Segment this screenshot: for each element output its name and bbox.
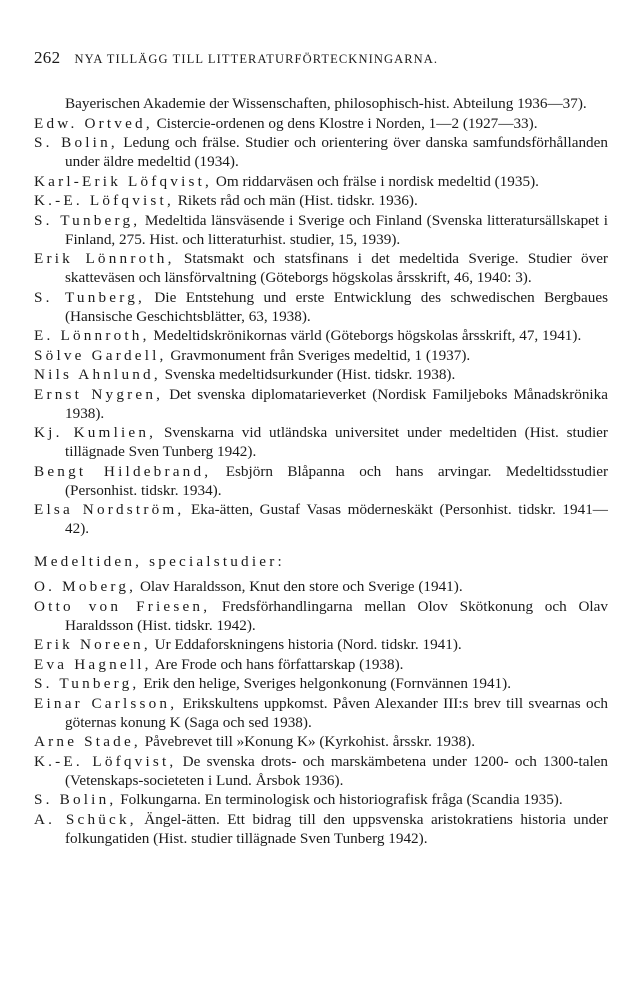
entry-text: Medeltida länsväsende i Sverige och Finland (Svenska litteratursällskapet i Finland, 275. Hist. och litteraturhist. studier, 15, 1939). [65, 211, 608, 248]
bibliography-entry [34, 211, 608, 249]
bibliography-entry [34, 385, 608, 423]
entry-text: Die Entstehung und erste Entwicklung des schwedischen Bergbaues (Hansische Geschichtsblätter, 63, 1938). [65, 288, 608, 325]
page-header [34, 48, 604, 68]
entry-author: Erik Noreen, [34, 636, 151, 653]
entry-text: Ur Eddaforskningens historia (Nord. tidskr. 1941). [150, 636, 462, 653]
bibliography-entry [34, 694, 608, 732]
entry-text: Folkungarna. En terminologisk och historiografisk fråga (Scandia 1935). [116, 791, 563, 808]
entry-author: E. Lönnroth, [34, 327, 150, 344]
entry-author: Arne Stade, [34, 733, 141, 750]
bibliography-entry [34, 288, 608, 326]
entry-author: Karl-Erik Löfqvist, [34, 172, 213, 190]
entry-text: Are Frode och hans författarskap (1938). [151, 655, 404, 673]
entry-text: Gravmonument från Sveriges medeltid, 1 (1937). [166, 346, 471, 364]
entry-author: Einar Carlsson, [34, 694, 178, 712]
bibliography-entry [34, 577, 608, 596]
bibliography-entry [34, 732, 608, 751]
entry-text: De svenska drots- och marskämbetena under 1200- och 1300-talen (Vetenskaps-societeten i Lund. Årsbok 1936). [65, 752, 608, 789]
entry-text: Rikets råd och män (Hist. tidskr. 1936). [173, 192, 418, 209]
entry-text: Erik den helige, Sveriges helgonkonung (Fornvännen 1941). [139, 675, 512, 692]
bibliography-entry [34, 365, 608, 384]
entry-text: Svenska medeltidsurkunder (Hist. tidskr. 1938). [160, 366, 456, 383]
bibliography-entry [34, 94, 608, 113]
entry-author: Eva Hagnell, [34, 655, 152, 673]
entry-author: Sölve Gardell, [34, 346, 167, 364]
entry-author: Otto von Friesen, [34, 597, 211, 615]
bibliography-entry [34, 635, 608, 654]
page-number: 262 [34, 48, 61, 67]
entry-author: Elsa Nordström, [34, 501, 185, 518]
bibliography [34, 94, 608, 848]
entry-text: Svenskarna vid utländska universitet under medeltiden (Hist. studier tillägnade Sven Tunberg 1942). [65, 424, 608, 460]
entry-author: Edw. Ortved, [34, 114, 153, 132]
bibliography-entry [34, 810, 608, 848]
entry-text: Erikskultens uppkomst. Påven Alexander III:s brev till svearnas och göternas konung K (Saga och sed 1938). [65, 694, 608, 731]
entry-text: Olav Haraldsson, Knut den store och Sverige (1941). [136, 578, 463, 595]
entry-text: Om riddarväsen och frälse i nordisk medeltid (1935). [212, 172, 539, 190]
entry-author: Ernst Nygren, [34, 385, 164, 403]
entry-author: K.-E. Löfqvist, [34, 752, 177, 770]
entry-text: Ängel-ätten. Ett bidrag till den uppsvenska aristokratiens historia under folkungatiden (Hist. studier tillägnade Sven Tunberg 1942). [65, 810, 608, 847]
entry-text: Fredsförhandlingarna mellan Olov Skötkonung och Olav Haraldsson (Hist. tidskr. 1942). [65, 597, 608, 634]
entry-text: Cistercie-ordenen og dens Klostre i Norden, 1—2 (1927—33). [152, 114, 538, 132]
bibliography-entry [34, 597, 608, 635]
bibliography-entry [34, 655, 608, 674]
entry-text: Esbjörn Blåpanna och hans arvingar. Medeltidsstudier (Personhist. tidskr. 1934). [65, 462, 608, 499]
entry-author: Kj. Kumlien, [34, 424, 157, 441]
bibliography-entry [34, 674, 608, 693]
entry-text: Det svenska diplomatarieverket (Nordisk Familjeboks Månadskrönika 1938). [65, 385, 608, 422]
entry-author: S. Tunberg, [34, 211, 141, 229]
entry-text: Statsmakt och statsfinans i det medeltida Sverige. Studier över skatteväsen och länsförvaltning (Göteborgs högskolas årsskrift, 46, 1940: 3). [65, 250, 608, 286]
entry-author: Bengt Hildebrand, [34, 462, 212, 480]
entry-text: Påvebrevet till »Konung K» (Kyrkohist. årsskr. 1938). [140, 733, 475, 750]
section-heading: Medeltiden, specialstudier: [34, 553, 285, 570]
entry-text: Medeltidskrönikornas värld (Göteborgs högskolas årsskrift, 47, 1941). [149, 327, 582, 344]
bibliography-entry [34, 423, 608, 461]
entry-author: Nils Ahnlund, [34, 366, 161, 383]
entry-author: K.-E. Löfqvist, [34, 192, 174, 209]
bibliography-entry [34, 790, 608, 809]
bibliography-entry [34, 326, 608, 345]
bibliography-entry [34, 114, 608, 133]
entry-author: O. Moberg, [34, 578, 137, 595]
bibliography-entry [34, 172, 608, 191]
bibliography-entry [34, 249, 608, 287]
entry-author: A. Schück, [34, 810, 137, 828]
bibliography-entry [34, 500, 608, 538]
entry-author: S. Tunberg, [34, 288, 146, 306]
entry-author: S. Bolin, [34, 134, 118, 151]
bibliography-entry [34, 346, 608, 365]
entry-text: Ledung och frälse. Studier och orientering över danska samfundsförhållanden under äldre medeltid (1934). [65, 134, 608, 170]
entry-text: Eka-ätten, Gustaf Vasas möderneskäkt (Personhist. tidskr. 1941—42). [65, 501, 608, 537]
running-title: NYA TILLÄGG TILL LITTERATURFÖRTECKNINGARNA. [74, 52, 439, 66]
bibliography-entry [34, 191, 608, 210]
bibliography-entry [34, 133, 608, 171]
entry-author: Erik Lönnroth, [34, 250, 175, 267]
entry-author: S. Tunberg, [34, 675, 140, 692]
bibliography-entry [34, 752, 608, 790]
bibliography-entry [34, 462, 608, 500]
entry-author: S. Bolin, [34, 791, 117, 808]
entry-text: Bayerischen Akademie der Wissenschaften, philosophisch-hist. Abteilung 1936—37). [65, 95, 587, 112]
